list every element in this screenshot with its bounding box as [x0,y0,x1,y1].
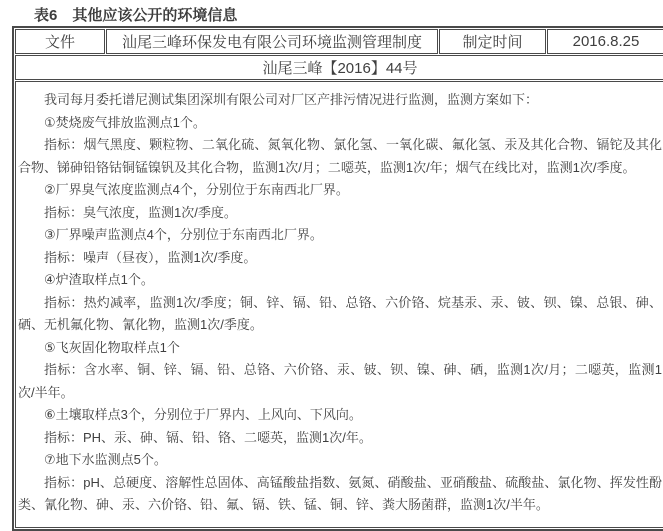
item-5-fly-ash: ⑤飞灰固化物取样点1个 [44,339,180,355]
item-3-noise: ③厂界噪声监测点4个，分别位于东南西北厂界。 [44,227,323,242]
item-7-groundwater: ⑦地下水监测点5个。 [44,452,167,467]
item-4-slag: ④炉渣取样点1个。 [44,272,154,287]
document-header-row [15,29,663,54]
item-1-flue-gas: ①焚烧废气排放监测点1个。 [44,114,206,130]
item-6-soil: ⑥土壤取样点3个，分别位于厂界内、上风向、下风向。 [44,407,362,422]
file-label-cell: 文件 [15,29,105,54]
document-number-cell: 汕尾三峰【2016】44号 [15,55,663,80]
date-value-cell: 2016.8.25 [547,29,663,54]
monitoring-plan-cell [15,81,663,528]
item-2-odor: ②厂界臭气浓度监测点4个，分别位于东南西北厂界。 [44,182,349,197]
page-title: 表6 其他应该公开的环境信息 [34,7,238,24]
monitoring-plan-text [16,82,663,527]
intro-paragraph: 我司每月委托谱尼测试集团深圳有限公司对厂区产排污情况进行监测，监测方案如下： [44,92,539,107]
document-number-row [15,55,663,80]
item-7-indicators: 指标：pH、总硬度、溶解性总固体、高锰酸盐指数、氨氮、硝酸盐、亚硝酸盐、硫酸盐、氯化物、挥发性酚类、氰化物、砷、汞、六价铬、铅、氟、镉、铁、锰、铜、锌、粪大肠菌群，监测1次/半年。 [18,474,662,512]
item-1-indicators: 指标：烟气黑度、颗粒物、二氧化硫、氮氧化物、氯化氢、一氧化碳、氟化氢、汞及其化合物、镉铊及其化合物、锑砷铅铬钴铜锰镍钒及其化合物，监测1次/月；二噁英，监测1次/年；烟气在线比对，监测1次/季度。 [18,137,662,175]
item-2-indicators: 指标：臭气浓度，监测1次/季度。 [44,204,237,220]
date-label-cell: 制定时间 [439,29,546,54]
item-5-indicators: 指标：含水率、铜、锌、镉、铅、总铬、六价铬、汞、铍、钡、镍、砷、硒，监测1次/月；二噁英，监测1次/半年。 [18,362,662,400]
item-4-indicators: 指标：热灼减率，监测1次/季度；铜、锌、镉、铅、总铬、六价铬、烷基汞、汞、铍、钡、镍、总银、砷、硒、无机氟化物、氰化物，监测1次/季度。 [18,294,662,332]
item-6-indicators: 指标：PH、汞、砷、镉、铅、铬、二噁英，监测1次/年。 [44,429,372,445]
item-3-indicators: 指标：噪声（昼夜），监测1次/季度。 [44,249,257,265]
monitoring-plan-row [15,81,663,528]
file-title-cell: 汕尾三峰环保发电有限公司环境监测管理制度 [106,29,438,54]
environment-info-table [12,26,663,531]
